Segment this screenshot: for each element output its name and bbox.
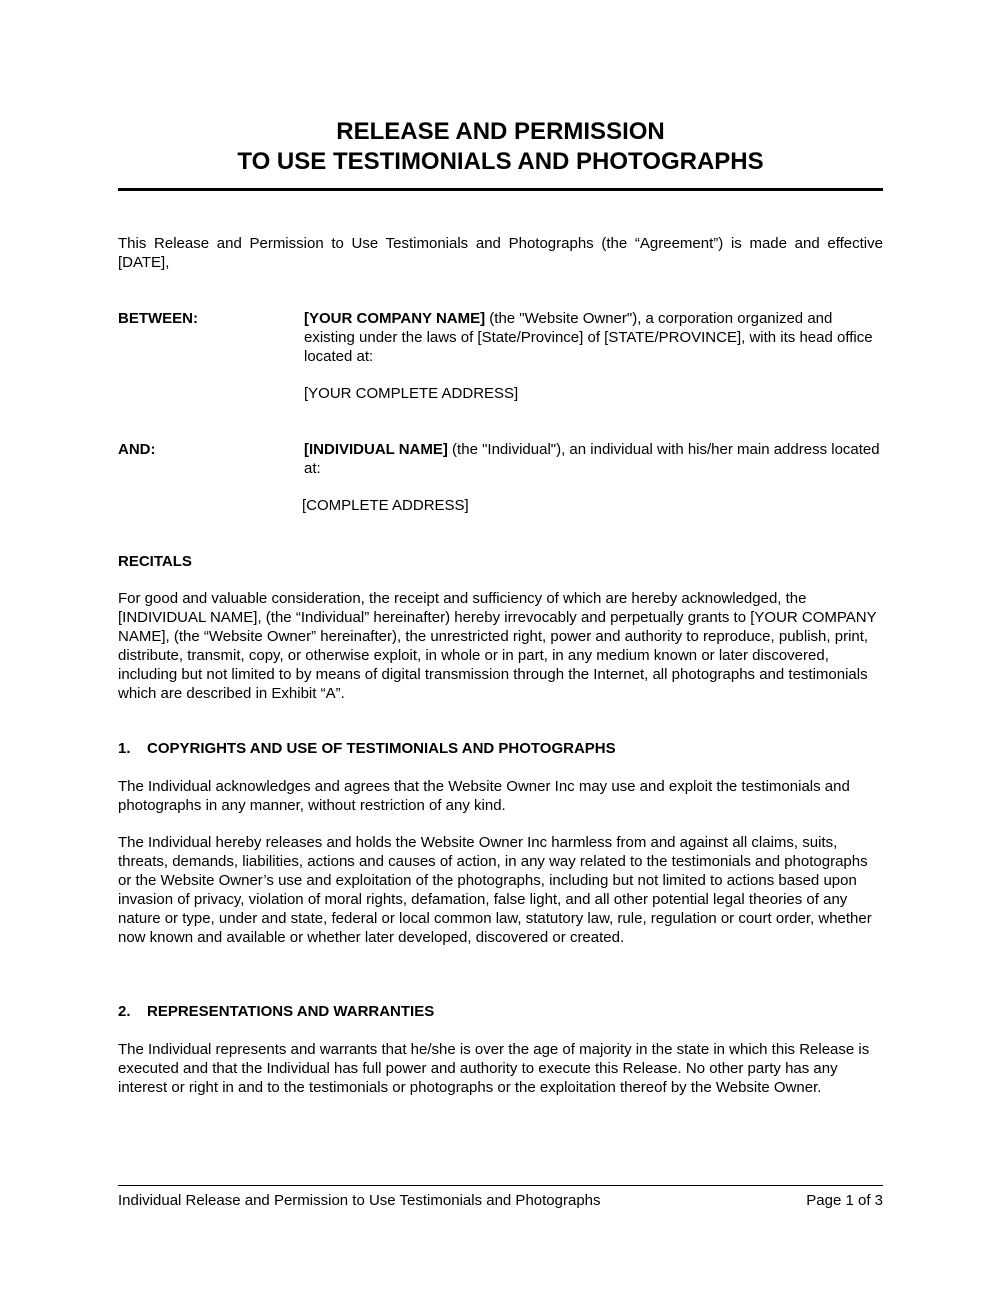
footer-divider [118, 1185, 883, 1186]
between-party-text [304, 309, 883, 366]
title-line-1: RELEASE AND PERMISSION [336, 118, 665, 145]
between-party-description: (the "Website Owner"), a corporation organized and existing under the laws of [State/Province] of [STATE/PROVINCE], with its head office located at: [304, 310, 873, 365]
company-address: [YOUR COMPLETE ADDRESS] [304, 385, 519, 402]
section-2-number: 2. [118, 1003, 131, 1020]
and-label: AND: [118, 441, 156, 458]
document-page [118, 0, 883, 1290]
page-number: Page 1 of 3 [806, 1192, 883, 1209]
individual-address: [COMPLETE ADDRESS] [302, 497, 469, 514]
recitals-heading: RECITALS [118, 553, 192, 570]
section-2-heading [118, 1002, 434, 1021]
title-divider [118, 188, 883, 191]
and-party-description: (the "Individual"), an individual with his/her main address located at: [304, 441, 880, 477]
and-party-text [304, 440, 883, 478]
section-2-paragraph-1: The Individual represents and warrants that he/she is over the age of majority in the state in which this Release is executed and that the Individual has full power and authority to execute this Release. No other party has any interest or right in and to the testimonials or photographs or the exploitation thereof by the Website Owner. [118, 1041, 870, 1096]
section-1-paragraph-2: The Individual hereby releases and holds the Website Owner Inc harmless from and against all claims, suits, threats, demands, liabilities, actions and causes of action, in any way related to the testimonials and photographs or the Website Owner’s use and exploitation of the photographs, including but not limited to actions based upon invasion of privacy, violation of moral rights, defamation, false light, and all other potential legal theories of any nature or type, under and state, federal or local common law, statutory law, rule, regulation or court order, whether now known and available or whether later developed, discovered or created. [118, 834, 872, 946]
footer-document-title: Individual Release and Permission to Use Testimonials and Photographs [118, 1192, 601, 1209]
section-1-paragraph-1: The Individual acknowledges and agrees that the Website Owner Inc may use and exploit the testimonials and photographs in any manner, without restriction of any kind. [118, 778, 850, 814]
recitals-paragraph: For good and valuable consideration, the receipt and sufficiency of which are hereby acknowledged, the [INDIVIDUAL NAME], (the “Individual” hereinafter) hereby irrevocably and perpetually grants to [YOUR COMPANY NAME], (the “Website Owner” hereinafter), the unrestricted right, power and authority to reproduce, publish, print, distribute, transmit, copy, or otherwise exploit, in whole or in part, in any medium known or later discovered, including but not limited to by means of digital transmission through the Internet, all photographs and testimonials which are described in Exhibit “A”. [118, 590, 877, 702]
section-1-number: 1. [118, 740, 131, 757]
section-2-title: REPRESENTATIONS AND WARRANTIES [147, 1003, 435, 1020]
document-title [118, 117, 883, 177]
company-name-placeholder: [YOUR COMPANY NAME] [304, 310, 486, 327]
section-1-heading [118, 739, 616, 758]
individual-name-placeholder: [INDIVIDUAL NAME] [304, 441, 448, 458]
title-line-2: TO USE TESTIMONIALS AND PHOTOGRAPHS [237, 148, 764, 175]
intro-paragraph: This Release and Permission to Use Testimonials and Photographs (the “Agreement”) is made and effective [DATE], [118, 235, 883, 271]
between-label: BETWEEN: [118, 310, 198, 327]
section-1-title: COPYRIGHTS AND USE OF TESTIMONIALS AND PHOTOGRAPHS [147, 740, 616, 757]
